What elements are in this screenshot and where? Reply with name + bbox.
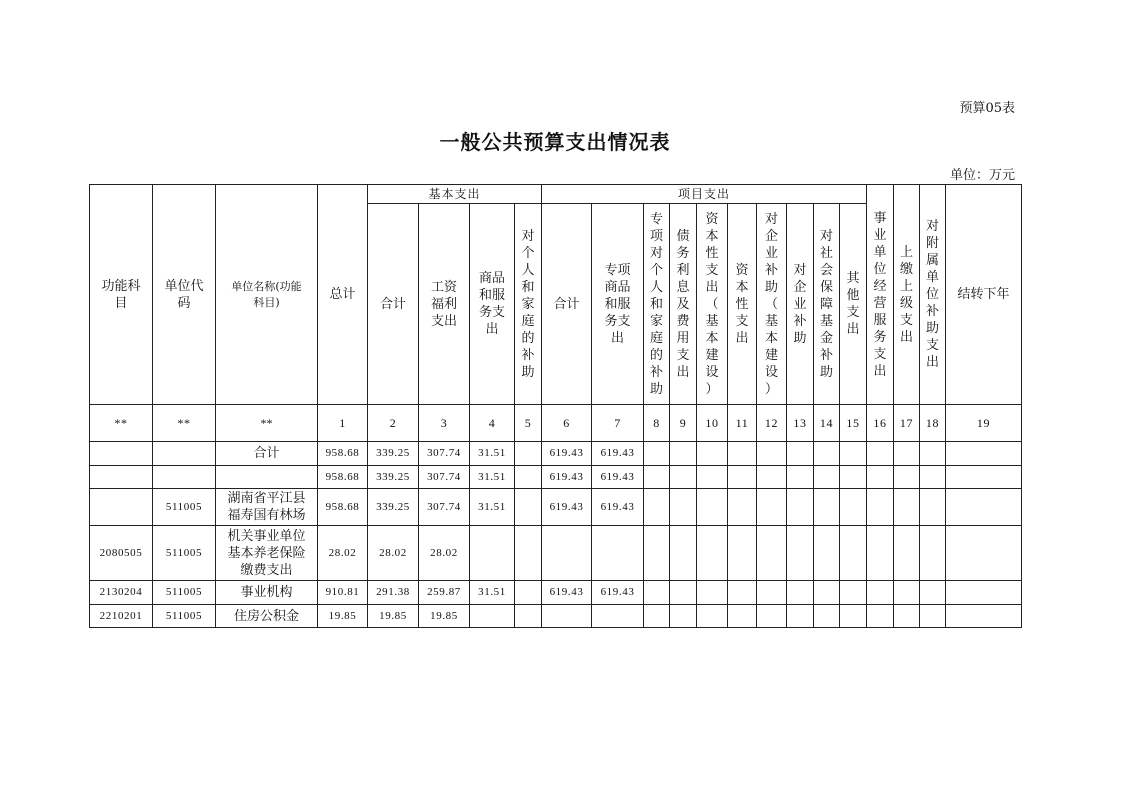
table-cell: 16 [867,405,894,442]
table-cell: 8 [644,405,670,442]
header-text: 资本性支出（基本建设） [705,211,719,397]
table-cell: 619.43 [542,489,592,526]
table-body [90,405,1022,628]
table-cell: 5 [515,405,542,442]
table-cell: 511005 [153,605,216,628]
header-text: 专项商品和服务支出 [604,262,631,346]
expenditure-table [89,184,1022,628]
header-text: 单位名称(功能科目) [231,279,302,309]
col-header-enterprise-subsidy-construction [757,204,787,405]
table-cell: 15 [840,405,867,442]
table-cell [470,526,515,581]
table-cell [840,442,867,466]
table-cell [757,442,787,466]
table-cell: 2080505 [90,526,153,581]
table-cell: 13 [787,405,814,442]
table-cell: 339.25 [368,442,419,466]
table-cell [946,466,1022,489]
table-cell [840,526,867,581]
table-row [90,442,1022,466]
unit-name-text: 湖南省平江县福寿国有林场 [227,491,306,523]
table-cell [787,581,814,605]
table-cell [670,442,697,466]
table-cell [757,581,787,605]
table-cell [814,442,840,466]
table-cell [515,489,542,526]
table-cell [920,605,946,628]
unit-label: 单位：万元 [949,168,1015,183]
table-cell [697,442,728,466]
col-header-business-service-expenditure [867,185,894,405]
table-cell: 2210201 [90,605,153,628]
table-cell: 619.43 [542,442,592,466]
table-cell [920,489,946,526]
header-text: 资本性支出 [735,262,749,346]
table-cell [757,605,787,628]
table-cell [216,605,318,628]
col-header-unit-name [216,185,318,405]
table-cell [515,526,542,581]
header-text: 单位代码 [164,278,204,311]
table-cell: 619.43 [542,466,592,489]
table-cell: 19.85 [368,605,419,628]
form-code: 预算05表 [959,101,1015,116]
header-text: 对社会保障基金补助 [820,228,834,380]
table-cell [894,442,920,466]
table-cell [894,489,920,526]
table-cell [867,466,894,489]
table-cell [920,442,946,466]
header-text: 对个人和家庭的补助 [521,228,535,380]
col-header-social-security-fund-subsidy [814,204,840,405]
table-cell [515,605,542,628]
table-cell: 10 [697,405,728,442]
col-header-remit-to-superior [894,185,920,405]
table-cell: 28.02 [419,526,470,581]
table-cell: 307.74 [419,466,470,489]
header-text: 上缴上级支出 [900,244,914,345]
table-cell [470,605,515,628]
col-header-other-expenditure [840,204,867,405]
table-cell [728,442,757,466]
table-cell [728,526,757,581]
table-cell: 259.87 [419,581,470,605]
table-cell [920,581,946,605]
table-row [90,581,1022,605]
table-cell [840,581,867,605]
table-cell [946,489,1022,526]
col-header-function-code [90,185,153,405]
col-header-project-subtotal [542,204,592,405]
table-cell [757,489,787,526]
table-row [90,466,1022,489]
table-cell [697,466,728,489]
table-cell: 31.51 [470,466,515,489]
table-cell: 19 [946,405,1022,442]
table-cell: 4 [470,405,515,442]
unit-name-text: 合计 [253,446,280,461]
group-header-basic: 基本支出 [368,185,542,204]
table-cell: 958.68 [318,466,368,489]
table-row [90,489,1022,526]
table-cell [153,442,216,466]
col-header-debt-interest [670,204,697,405]
col-header-special-goods-services [592,204,644,405]
table-cell [867,605,894,628]
header-text: 债务利息及费用支出 [676,228,690,380]
table-cell: 9 [670,405,697,442]
table-cell [670,466,697,489]
table-cell [216,489,318,526]
table-cell [814,526,840,581]
header-text: 对企业补助 [793,262,807,346]
header-text: 商品和服务支出 [478,271,505,337]
col-header-special-household-subsidy [644,204,670,405]
header-text: 其他支出 [846,271,860,337]
table-cell [697,581,728,605]
col-header-wages-benefits [419,204,470,405]
table-cell: 511005 [153,526,216,581]
table-cell [515,466,542,489]
table-cell: 14 [814,405,840,442]
table-cell [814,489,840,526]
table-row [90,526,1022,581]
header-row-groups [90,185,1022,204]
table-cell [787,442,814,466]
unit-name-text: 机关事业单位基本养老保险缴费支出 [227,528,306,578]
table-cell: 511005 [153,489,216,526]
table-cell: 12 [757,405,787,442]
col-header-carry-forward [946,185,1022,405]
table-cell [894,526,920,581]
table-cell: 910.81 [318,581,368,605]
header-text: 合计 [379,296,406,312]
table-cell [867,442,894,466]
table-cell [670,581,697,605]
table-cell [840,489,867,526]
table-cell: 3 [419,405,470,442]
table-cell [670,605,697,628]
table-cell: 339.25 [368,466,419,489]
table-cell [670,526,697,581]
table-row [90,605,1022,628]
table-cell [757,466,787,489]
table-cell: 19.85 [419,605,470,628]
table-cell: 2 [368,405,419,442]
table-cell [644,581,670,605]
table-cell: 958.68 [318,489,368,526]
table-cell [153,466,216,489]
table-cell [867,526,894,581]
table-cell [592,605,644,628]
table-cell: 619.43 [592,489,644,526]
unit-name-text: 事业机构 [240,585,293,600]
table-cell: 619.43 [592,442,644,466]
header-text: 总计 [329,287,356,302]
table-cell [728,581,757,605]
table-cell [542,526,592,581]
table-cell [216,581,318,605]
table-cell [867,581,894,605]
header-text: 专项对个人和家庭的补助 [650,211,664,397]
table-cell: 18 [920,405,946,442]
table-cell: 28.02 [368,526,419,581]
col-header-basic-subtotal [368,204,419,405]
table-cell [542,605,592,628]
table-cell: 619.43 [592,581,644,605]
header-text: 对附属单位补助支出 [926,219,940,370]
table-cell [920,466,946,489]
table-cell: 339.25 [368,489,419,526]
table-cell [814,581,840,605]
table-cell [867,489,894,526]
table-cell [787,605,814,628]
column-number-row [90,405,1022,442]
table-cell: 19.85 [318,605,368,628]
table-cell [216,442,318,466]
unit-name-text: 住房公积金 [233,608,299,624]
table-cell [814,466,840,489]
table-cell: 2130204 [90,581,153,605]
table-cell: 307.74 [419,489,470,526]
table-cell [728,466,757,489]
table-cell: 619.43 [542,581,592,605]
table-cell [216,526,318,581]
table-cell [515,581,542,605]
table-cell: 6 [542,405,592,442]
table-cell: ** [90,405,153,442]
table-cell: 291.38 [368,581,419,605]
table-cell [894,466,920,489]
col-header-unit-code [153,185,216,405]
table-cell: 17 [894,405,920,442]
table-cell [592,526,644,581]
table-cell [946,605,1022,628]
table-cell: 31.51 [470,581,515,605]
table-cell: ** [216,405,318,442]
table-cell [946,442,1022,466]
table-cell [644,466,670,489]
table-cell [515,442,542,466]
table-cell [946,526,1022,581]
table-cell: 31.51 [470,489,515,526]
table-cell: 28.02 [318,526,368,581]
table-cell [894,581,920,605]
table-cell: 511005 [153,581,216,605]
table-cell [757,526,787,581]
table-cell: ** [153,405,216,442]
table-cell [216,466,318,489]
table-cell: 619.43 [592,466,644,489]
table-cell [697,489,728,526]
page-title: 一般公共预算支出情况表 [439,130,671,154]
col-header-grand-total [318,185,368,405]
table-cell: 7 [592,405,644,442]
header-text: 对企业补助（基本建设） [765,211,779,397]
table-cell [90,442,153,466]
table-cell [814,605,840,628]
header-text: 合计 [553,296,580,312]
table-cell: 958.68 [318,442,368,466]
table-cell [840,466,867,489]
table-cell: 307.74 [419,442,470,466]
header-text: 功能科目 [101,278,141,311]
table-cell [670,489,697,526]
table-cell: 11 [728,405,757,442]
table-cell [644,605,670,628]
table-cell [840,605,867,628]
table-cell [697,605,728,628]
table-cell [728,605,757,628]
table-cell [920,526,946,581]
col-header-capital-construction [697,204,728,405]
table-cell [894,605,920,628]
col-header-subsidiary-subsidy [920,185,946,405]
col-header-household-subsidy [515,204,542,405]
table-cell [697,526,728,581]
table-cell [644,526,670,581]
header-text: 事业单位经营服务支出 [873,210,887,379]
header-text: 结转下年 [957,287,1010,302]
table-cell [787,526,814,581]
table-cell [787,489,814,526]
col-header-enterprise-subsidy [787,204,814,405]
table-cell [90,489,153,526]
table-cell [644,442,670,466]
table-cell [787,466,814,489]
table-cell: 31.51 [470,442,515,466]
table-cell [728,489,757,526]
header-text: 工资福利支出 [430,279,457,329]
table-cell [644,489,670,526]
col-header-goods-services [470,204,515,405]
table-cell [946,581,1022,605]
col-header-capital-expenditure [728,204,757,405]
table-cell: 1 [318,405,368,442]
table-cell [90,466,153,489]
group-header-project: 项目支出 [542,185,867,204]
